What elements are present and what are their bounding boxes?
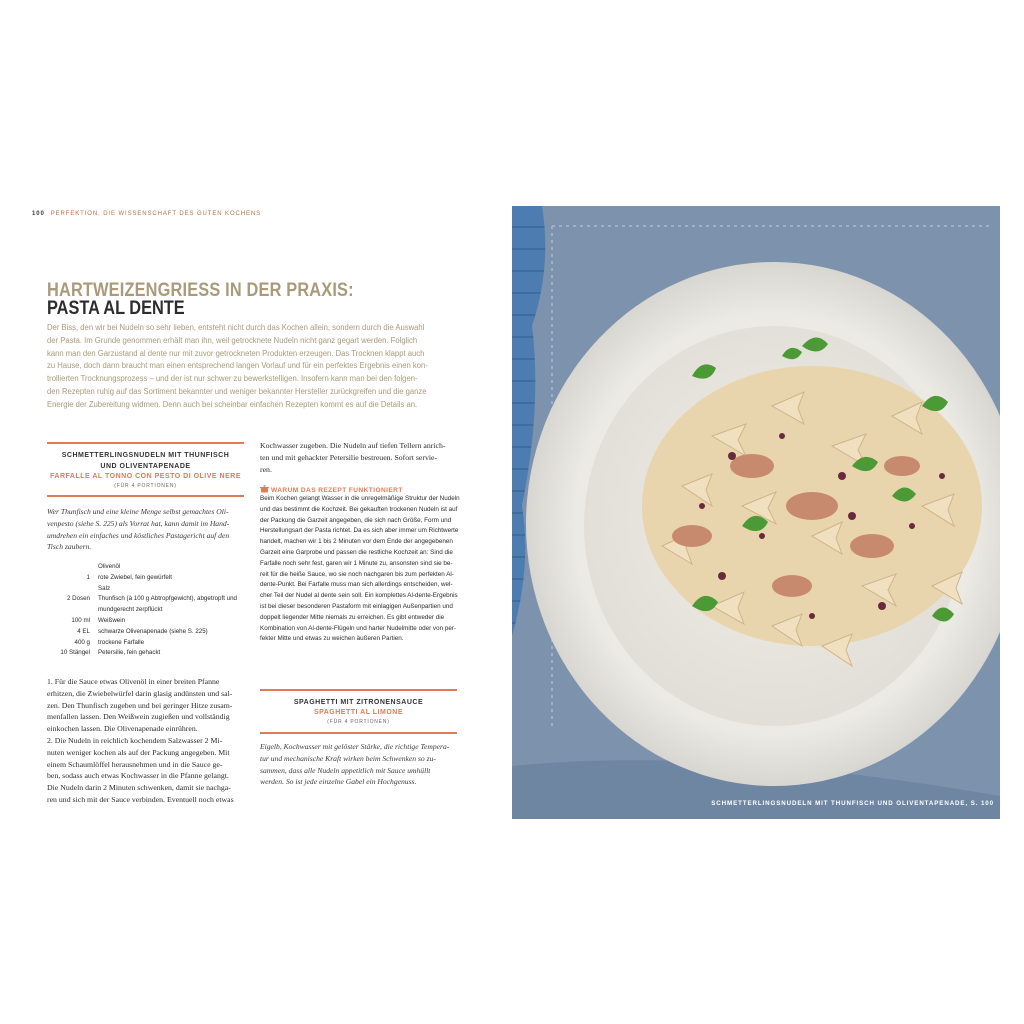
ingredient-row — [52, 616, 237, 627]
intro-line: zu Hause, doch dann braucht man einen entsprechend langen Vorlauf und für ein perfektes Ergebnis einen kon- — [47, 361, 428, 371]
recipe2-header — [260, 697, 457, 726]
why-line: handelt, machen wir 1 bis 2 Minuten vor dem Ende der angegebenen — [260, 538, 453, 546]
why-line: ist bei dieser besonderen Pastaform mit einlagigen Außenpartien und — [260, 602, 453, 610]
ingredient-qty: 4 EL — [77, 627, 90, 635]
why-line: Kombination von Al-dente-Flügeln und harter Nudelmitte oder von per- — [260, 624, 457, 632]
intro-line: den Rezepten ruhig auf das Sortiment bekannter und weniger bekannter Hersteller zurückgreifen und die ganze — [47, 386, 427, 396]
intro-line: Energie der Zubereitung widmen. Denn auch bei scheinbar einfachen Rezepten kommt es auf die Details an. — [47, 399, 418, 409]
recipe2-intro — [260, 741, 449, 788]
step-line: nuten weniger kochen als auf der Packung angegeben. Mit — [47, 747, 230, 757]
step-line: menfallen lassen. Den Weißwein zugießen und vollständig — [47, 712, 230, 722]
recipe2-top-rule — [260, 689, 457, 691]
recipe1-bottom-rule — [47, 495, 244, 497]
ingredient-name: mundgerecht zerpflückt — [98, 606, 163, 614]
ingredient-name: Salz — [98, 584, 111, 592]
recipe1-intro-line: venpesto (siehe S. 225) als Vorrat hat, kann damit im Hand- — [47, 518, 230, 528]
recipe1-title-line1: SCHMETTERLINGSNUDELN MIT THUNFISCH — [61, 452, 230, 459]
ingredient-row — [52, 573, 237, 584]
pot-icon — [260, 485, 269, 493]
recipe1-intro-line: umdrehen ein einfaches und köstliches Pastagericht auf den — [47, 530, 230, 540]
intro-paragraph — [47, 322, 428, 412]
photo-caption: SCHMETTERLINGSNUDELN MIT THUNFISCH UND OLIVENTAPENADE, S. 100 — [711, 800, 994, 807]
ingredient-name: trockene Farfalle — [98, 638, 145, 646]
ingredient-qty: 2 Dosen — [66, 595, 90, 603]
recipe2-bottom-rule — [260, 732, 457, 734]
intro-line: der Pasta. Im Grunde genommen erhält man ihn, weil getrocknete Nudeln nicht ganz gegart werden. Folglich — [47, 335, 418, 345]
recipe1-steps — [47, 676, 234, 806]
recipe2-intro-line: Eigelb, Kochwasser mit gelöster Stärke, die richtige Tempera- — [260, 742, 450, 751]
page-number: 100 — [32, 211, 45, 217]
section-heading-line1: HARTWEIZENGRIESS IN DER PRAXIS: — [47, 280, 354, 301]
step-line: zen. Den Thunfisch zugeben und bei geringer Hitze zusam- — [47, 700, 233, 710]
ingredient-name: rote Zwiebel, fein gewürfelt — [98, 573, 172, 581]
step-line: Die Nudeln darin 2 Minuten schwenken, damit sie nachga- — [47, 783, 231, 793]
ingredient-row — [52, 648, 237, 659]
intro-line: trollierten Trocknungsprozess – und der ist nur schwer zu bewerkstelligen. Insofern kann man bei den folgen- — [47, 374, 418, 384]
ingredient-qty — [52, 562, 98, 573]
recipe1-title-line2: UND OLIVENTAPENADE — [100, 463, 191, 470]
ingredient-row — [52, 594, 237, 605]
running-head-text: PERFEKTION. DIE WISSENSCHAFT DES GUTEN KOCHENS — [50, 211, 262, 217]
recipe2-intro-line: sammen, dass alle Nudeln appetitlich mit Sauce umhüllt — [260, 765, 431, 775]
recipe1-header — [47, 450, 244, 490]
ingredient-row — [52, 627, 237, 638]
why-line: Herstellungsart der Pasta richtet. Da es sich aber immer um Richtwerte — [260, 527, 459, 535]
running-head — [32, 211, 261, 217]
ingredient-qty: 10 Stängel — [60, 649, 90, 657]
ingredient-name: Weißwein — [98, 616, 126, 624]
ingredient-qty: 100 ml — [71, 616, 90, 624]
recipe1-intro-line: Wer Thunfisch und eine kleine Menge selbst gemachtes Oli- — [47, 507, 229, 516]
step-line: 1. Für die Sauce etwas Olivenöl in einer breiten Pfanne — [47, 677, 220, 686]
ingredient-name: schwarze Olivenapenade (siehe S. 225) — [98, 627, 208, 635]
why-it-works-body — [260, 494, 460, 645]
why-line: der Packung die Garzeit angegeben, die sich nach Größe, Form und — [260, 516, 452, 524]
why-line: reit für die heiße Sauce, wo sie noch nachgaren bis zum perfekten Al- — [260, 570, 454, 578]
recipe1-servings: (FÜR 4 PORTIONEN) — [114, 483, 177, 489]
recipe2-intro-line: werden. So ist jede einzelne Gabel ein Hochgenuss. — [260, 777, 417, 787]
ingredient-qty: 400 g — [74, 638, 90, 646]
recipe2-servings: (FÜR 4 PORTIONEN) — [327, 719, 390, 725]
ingredient-name: Olivenöl — [98, 563, 121, 570]
why-line: dente-Punkt. Bei Farfalle muss man sich allerdings entscheiden, wel- — [260, 581, 453, 589]
recipe2-title: SPAGHETTI MIT ZITRONENSAUCE — [293, 699, 424, 706]
step-line: erhitzen, die Zwiebelwürfel darin glasig andünsten und sal- — [47, 688, 233, 698]
why-line: Beim Kochen gelangt Wasser in die unregelmäßige Struktur der Nudeln — [260, 495, 460, 502]
recipe2-intro-line: tur und mechanische Kraft wirken beim Schwenken so zu- — [260, 753, 436, 763]
recipe1-subtitle: FARFALLE AL TONNO CON PESTO DI OLIVE NERE — [50, 473, 241, 480]
why-line: cher Teil der Nudel al dente sein soll. Ein komplettes Al-dente-Ergebnis — [260, 592, 458, 600]
why-line: fekter Mitte und etwas zu weichen äußeren Partien. — [260, 635, 404, 643]
step-line: einkochen lassen. Die Olivenapenade einrühren. — [47, 724, 198, 734]
intro-line: Der Biss, den wir bei Nudeln so sehr lieben, entsteht nicht durch das Kochen allein, sondern durch die Auswahl — [47, 323, 425, 332]
step-line: ren und sich mit der Sauce verbinden. Eventuell noch etwas — [47, 794, 234, 804]
ingredient-row — [52, 584, 237, 595]
why-line: und das bestimmt die Kochzeit. Bei gekauften trockenen Nudeln ist auf — [260, 505, 458, 513]
ingredient-name: Petersilie, fein gehackt — [98, 649, 161, 657]
recipe1-intro — [47, 506, 229, 553]
why-line: Garzeit eine Garprobe und passen die restliche Kochzeit an: Sind die — [260, 548, 453, 556]
step-line: einem Schaumlöffel herausnehmen und in die Sauce ge- — [47, 759, 223, 769]
why-line: doppelt liegender Mitte niemals zu erreichen. Es gibt entweder die — [260, 613, 445, 621]
why-line: Farfalle noch sehr fest, garen wir 1 Minute zu, ansonsten sind sie be- — [260, 559, 453, 567]
ingredient-qty: 1 — [86, 573, 90, 581]
section-heading-line2: PASTA AL DENTE — [47, 298, 185, 319]
recipe1-steps-continued — [260, 440, 446, 475]
ingredient-list — [52, 562, 237, 659]
ingredient-row — [52, 605, 237, 616]
step-line: 2. Die Nudeln in reichlich kochendem Salzwasser 2 Mi- — [47, 735, 223, 745]
step-line: ten und mit gehackter Petersilie bestreuen. Sofort servie- — [260, 452, 438, 462]
recipe2-subtitle: SPAGHETTI AL LIMONE — [313, 709, 404, 716]
ingredient-qty — [52, 605, 98, 616]
step-line: Kochwasser zugeben. Die Nudeln auf tiefen Tellern anrich- — [260, 441, 446, 450]
step-line: ben, sodass auch etwas Kochwasser in die Pfanne gelangt. — [47, 771, 229, 781]
pasta-photo-illustration — [512, 206, 1000, 819]
recipe1-intro-line: Tisch zaubern. — [47, 542, 92, 552]
ingredient-row — [52, 638, 237, 649]
step-line: ren. — [260, 464, 272, 474]
intro-line: kann man den Garzustand al dente nur mit zuvor getrockneten Produkten erzeugen. Das Trocknen klappt auch — [47, 348, 425, 358]
ingredient-qty — [52, 584, 98, 595]
ingredient-name: Thunfisch (à 100 g Abtropfgewicht), abgetropft und — [98, 595, 237, 603]
why-it-works-title: WARUM DAS REZEPT FUNKTIONIERT — [271, 487, 403, 494]
ingredient-row — [52, 562, 237, 573]
recipe-photo — [512, 206, 1000, 819]
why-it-works-heading — [260, 485, 403, 494]
recipe1-top-rule — [47, 442, 244, 444]
